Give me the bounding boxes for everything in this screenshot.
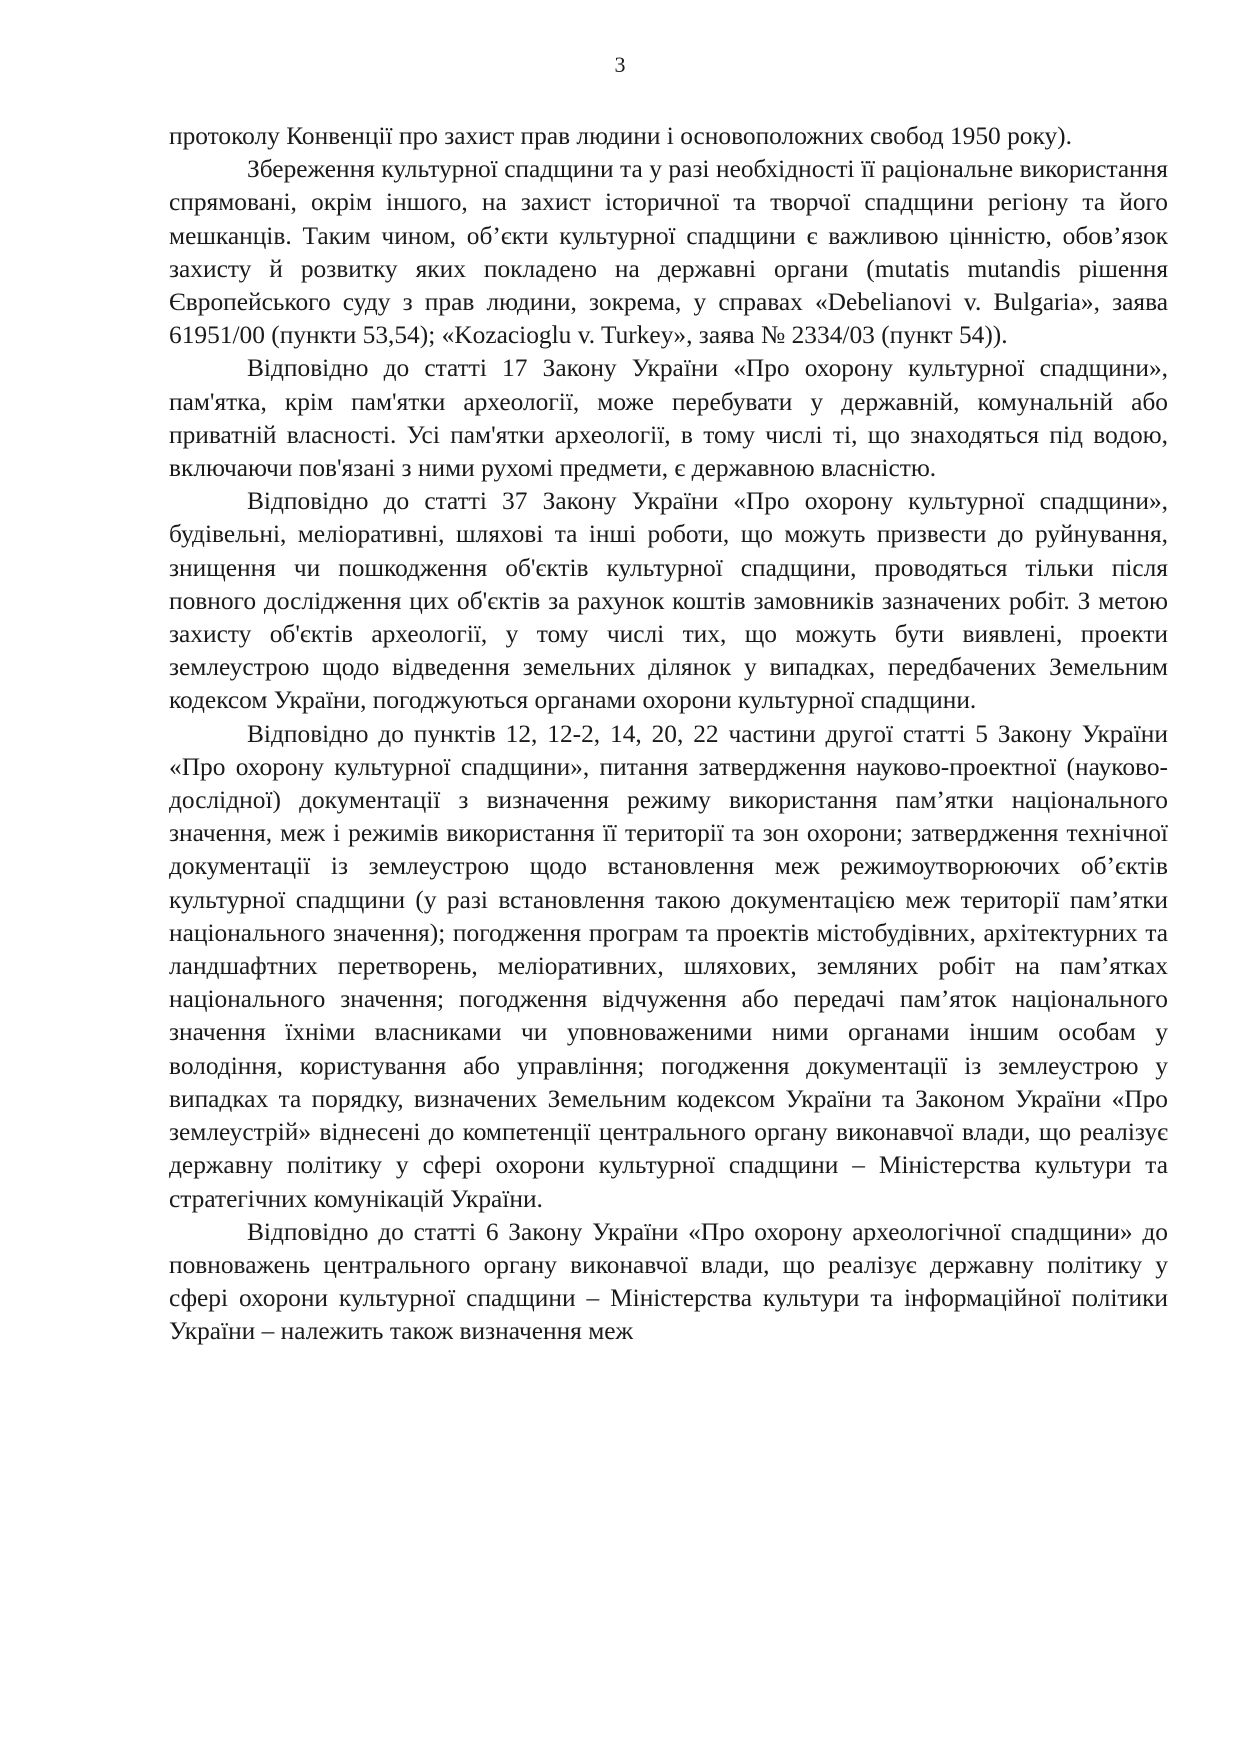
paragraph-article-17: Відповідно до статті 17 Закону України «Про охорону культурної спадщини», пам'ятка, крім пам'ятки археології, може перебувати у державній, комунальній або приватній власності. Усі пам'ятки археології, в тому числі ті, що знаходяться під водою, включаючи пов'язані з ними рухомі предмети, є державною власністю.	[169, 354, 1168, 483]
paragraph-article-37: Відповідно до статті 37 Закону України «Про охорону культурної спадщини», будівельні, меліоративні, шляхові та інші роботи, що можуть призвести до руйнування, знищення чи пошкодження об'єктів культурної спадщини, проводяться тільки після повного дослідження цих об'єктів за рахунок коштів замовників зазначених робіт. З метою захисту об'єктів археології, у тому числі тих, що можуть бути виявлені, проекти землеустрою щодо відведення земельних ділянок у випадках, передбачених Земельним кодексом України, погоджуються органами охорони культурної спадщини.	[169, 487, 1168, 715]
paragraph-cultural-heritage-preservation: Збереження культурної спадщини та у разі необхідності її раціональне використання спрямовані, окрім іншого, на захист історичної та творчої спадщини регіону та його мешканців. Таким чином, об’єкти культурної спадщини є важливою цінністю, обов’язок захисту й розвитку яких покладено на державні органи (mutatis mutandis рішення Європейського суду з прав людини, зокрема, у справах «Debelianovi v. Bulgaria», заява 61951/00 (пункти 53,54); «Kozacioglu v. Turkey», заява № 2334/03 (пункт 54)).	[169, 155, 1168, 350]
paragraph-article-6: Відповідно до статті 6 Закону України «Про охорону археологічної спадщини» до повноважень центрального органу виконавчої влади, що реалізує державну політику у сфері охорони культурної спадщини – Міністерства культури та інформаційної політики України – належить також визначення меж	[169, 1217, 1168, 1346]
paragraph-continuation: протоколу Конвенції про захист прав людини і основоположних свобод 1950 року).	[169, 122, 1072, 150]
paragraph-article-5: Відповідно до пунктів 12, 12-2, 14, 20, 22 частини другої статті 5 Закону України «Про охорону культурної спадщини», питання затвердження науково-проектної (науково-дослідної) документації з визначення режиму використання пам’ятки національного значення, меж і режимів використання її території та зон охорони; затвердження технічної документації із землеустрою щодо встановлення меж режимоутворюючих об’єктів культурної спадщини (у разі встановлення такою документацією меж території пам’ятки національного значення); погодження програм та проектів містобудівних, архітектурних та ландшафтних перетворень, меліоративних, шляхових, земляних робіт на пам’ятках національного значення; погодження відчуження або передачі пам’яток національного значення їхніми власниками чи уповноваженими ними органами іншим особам у володіння, користування або управління; погодження документації із землеустрою у випадках та порядку, визначених Земельним кодексом України та Законом України «Про землеустрій» віднесені до компетенції центрального органу виконавчої влади, що реалізує державну політику у сфері охорони культурної спадщини – Міністерства культури та стратегічних комунікацій України.	[169, 719, 1168, 1213]
document-body	[169, 120, 1168, 1349]
page-number: 3	[614, 52, 626, 77]
